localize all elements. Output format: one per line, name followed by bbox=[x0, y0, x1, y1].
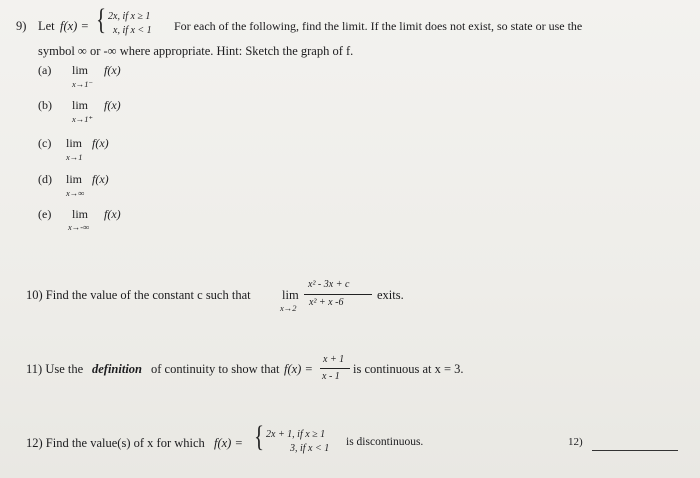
part-d-lim: lim bbox=[66, 172, 83, 186]
question-9-brace: { bbox=[96, 3, 107, 36]
part-b-subscript: x→1⁺ bbox=[72, 114, 94, 124]
answer-label-12: 12) bbox=[568, 436, 583, 448]
question-12-brace: { bbox=[254, 420, 265, 453]
part-e-lim: lim bbox=[72, 207, 89, 221]
question-10-subscript: x→2 bbox=[280, 303, 297, 313]
question-11-function: f(x) = bbox=[284, 362, 313, 376]
part-c-fx: f(x) bbox=[92, 136, 109, 150]
question-11-denominator: x - 1 bbox=[322, 371, 340, 382]
question-11-tail: is continuous at x = 3. bbox=[353, 362, 464, 376]
part-d-subscript: x→∞ bbox=[66, 188, 85, 198]
question-12-case-1: 2x + 1, if x ≥ 1 bbox=[266, 429, 326, 440]
question-12-tail: is discontinuous. bbox=[346, 436, 424, 448]
question-11-definition: definition bbox=[92, 362, 143, 376]
part-e-label: (e) bbox=[38, 207, 52, 221]
part-b-fx: f(x) bbox=[104, 98, 121, 112]
part-c-label: (c) bbox=[38, 136, 52, 150]
part-b-label: (b) bbox=[38, 98, 52, 112]
question-10-numerator: x² - 3x + c bbox=[308, 279, 350, 290]
question-10-denominator: x² + x -6 bbox=[309, 297, 344, 308]
part-a-subscript: x→1⁻ bbox=[72, 79, 94, 89]
question-10-lim: lim bbox=[282, 288, 299, 302]
part-a-fx: f(x) bbox=[104, 63, 121, 77]
question-11-mid: of continuity to show that bbox=[151, 362, 280, 376]
question-11-numerator: x + 1 bbox=[323, 354, 345, 365]
part-b-lim: lim bbox=[72, 98, 89, 112]
question-12-function: f(x) = bbox=[214, 436, 243, 450]
part-a-lim: lim bbox=[72, 63, 89, 77]
question-9-function-name: f(x) = bbox=[60, 19, 89, 33]
question-10-fraction-bar bbox=[304, 294, 372, 295]
part-c-subscript: x→1 bbox=[66, 152, 83, 162]
question-9-instruction: For each of the following, find the limit. If the limit does not exist, so state or use the bbox=[174, 19, 583, 33]
part-a-label: (a) bbox=[38, 63, 52, 77]
question-9-instruction-2: symbol ∞ or -∞ where appropriate. Hint: Sketch the graph of f. bbox=[38, 44, 354, 58]
question-9-case-2: x, if x < 1 bbox=[113, 25, 152, 36]
answer-line-12[interactable] bbox=[592, 450, 678, 451]
question-9-case-1: 2x, if x ≥ 1 bbox=[108, 11, 151, 22]
question-10-text: 10) Find the value of the constant c such that bbox=[26, 288, 251, 302]
part-c-lim: lim bbox=[66, 136, 83, 150]
part-e-subscript: x→-∞ bbox=[68, 222, 90, 232]
part-d-label: (d) bbox=[38, 172, 52, 186]
part-d-fx: f(x) bbox=[92, 172, 109, 186]
question-9-number: 9) bbox=[16, 19, 27, 33]
question-12-text: 12) Find the value(s) of x for which bbox=[26, 436, 205, 450]
question-11-fraction-bar bbox=[320, 368, 350, 369]
question-10-tail: exits. bbox=[377, 288, 404, 302]
part-e-fx: f(x) bbox=[104, 207, 121, 221]
question-12-case-2: 3, if x < 1 bbox=[290, 443, 330, 454]
question-11-pre: 11) Use the bbox=[26, 362, 84, 376]
question-9-let: Let bbox=[38, 19, 55, 33]
